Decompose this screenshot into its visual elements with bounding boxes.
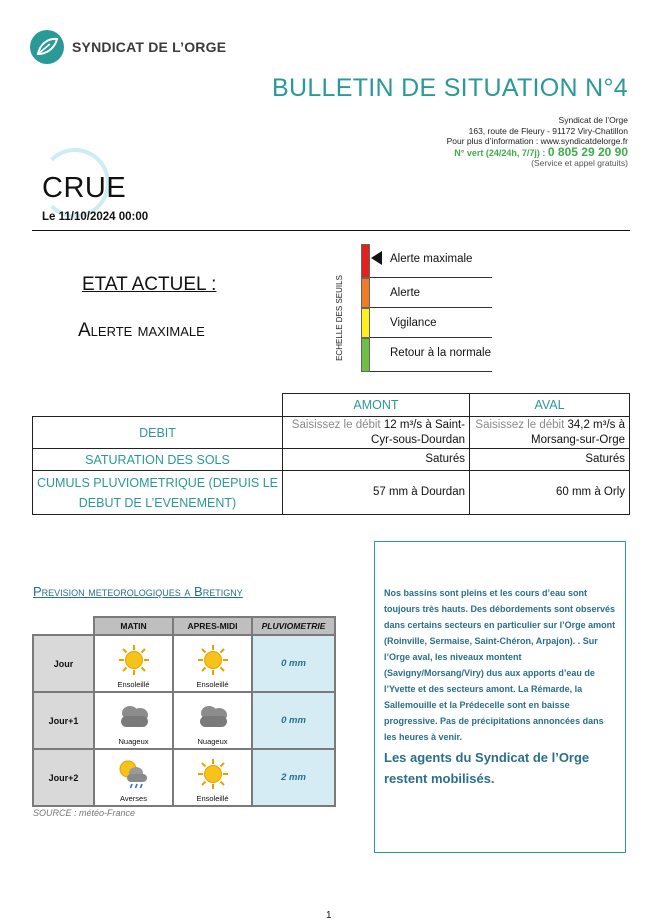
forecast-corner [33,617,94,635]
weather-cell [173,635,252,692]
scale-level-label: Alerte maximale [390,253,473,265]
page-number: 1 [326,910,332,920]
col-aval: AVAL [470,394,630,417]
weather-cell [94,635,173,692]
scale-level-label: Vigilance [390,317,437,329]
event-title: CRUE [42,172,127,204]
contact-phone-line [447,144,628,159]
header-apres-midi: APRES-MIDI [173,617,252,635]
scale-axis-label: ECHELLE DES SEUILS [335,275,344,361]
table-row [33,635,335,692]
table-row [33,471,630,515]
sun-icon [193,644,233,676]
scale-line-3 [370,371,492,372]
table-row [33,749,335,806]
day-label: Jour+2 [33,749,94,806]
weather-cell [94,749,173,806]
scale-segment-0 [361,244,370,278]
cumul-amont: 57 mm à Dourdan [283,471,470,515]
scale-segment-1 [361,278,370,308]
bulletin-title: BULLETIN DE SITUATION N°4 [272,74,628,102]
showers-icon [114,758,154,790]
leaf-icon [30,30,64,64]
day-label: Jour [33,635,94,692]
placeholder-text: Saisissez le débit [475,418,568,431]
weather-label: Nuageux [197,737,228,746]
contact-block [447,115,628,169]
header-matin: MATIN [94,617,173,635]
measurements-table [32,393,630,515]
weather-cell [94,692,173,749]
debit-aval-value: 34,2 m³/s à Morsang-sur-Orge [531,418,625,446]
debit-amont[interactable] [283,417,470,449]
day-label: Jour+1 [33,692,94,749]
table-row [33,449,630,471]
table-row [33,417,630,449]
phone-prefix: N° vert (24/24h, 7/7j) : [454,147,548,158]
debit-amont-value: 12 m³/s à Saint-Cyr-sous-Dourdan [371,418,465,446]
info-emphasis: Les agents du Syndicat de l’Orge restent mobilisés. [384,750,590,786]
forecast-table [32,616,336,807]
contact-org: Syndicat de l’Orge [558,115,628,125]
cloud-icon [193,701,233,733]
scale-line-1 [370,307,492,308]
event-date [42,211,148,223]
date-prefix: Le [42,211,59,223]
forecast-title: Prevision meteorologiques a Bretigny [33,584,243,599]
weather-label: Ensoleillé [117,680,150,689]
weather-label: Averses [120,794,147,803]
weather-cell [173,692,252,749]
scale-axis [331,262,353,374]
pluvio-value: 0 mm [252,692,335,749]
status-label: ETAT ACTUEL : [82,274,217,295]
row-label: SATURATION DES SOLS [33,449,283,471]
cloud-icon [114,701,154,733]
col-amont: AMONT [283,394,470,417]
sun-icon [114,644,154,676]
forecast-header-row [33,617,335,635]
placeholder-text: Saisissez le débit [291,418,384,431]
saturation-amont: Saturés [283,449,470,471]
status-value: Alerte maximale [78,320,205,341]
weather-cell [173,749,252,806]
debit-aval[interactable] [470,417,630,449]
scale-level-label: Alerte [390,287,421,299]
table-row [33,692,335,749]
weather-label: Nuageux [118,737,149,746]
phone-note: (Service et appel gratuits) [531,158,628,168]
logo-text: SYNDICAT DE L’ORGE [72,39,227,55]
scale-segment-3 [361,338,370,372]
sun-icon [193,758,233,790]
phone-number[interactable]: 0 805 29 20 90 [547,144,628,159]
weather-label: Ensoleillé [196,680,229,689]
contact-address: 163, route de Fleury - 91172 Viry-Chatillon [468,125,628,136]
saturation-aval: Saturés [470,449,630,471]
scale-bar [361,244,370,372]
weather-label: Ensoleillé [196,794,229,803]
info-box [374,541,626,853]
scale-line-0 [370,277,492,278]
forecast-source: SOURCE : météo-France [33,808,136,818]
pluvio-value: 2 mm [252,749,335,806]
logo [30,30,240,64]
table-header-row [33,394,630,417]
row-label: DEBIT [33,417,283,449]
row-label: CUMULS PLUVIOMETRIQUE (DEPUIS LE DEBUT DE L’EVENEMENT) [33,471,283,515]
cumul-aval: 60 mm à Orly [470,471,630,515]
pluvio-value: 0 mm [252,635,335,692]
info-text: Nos bassins sont pleins et les cours d’eau sont toujours très hauts. Des débordements sont observés dans certains secteurs en particulier sur l’Orge amont (Roinville, Sermaise, Saint-Chéron, Arpajon). . Sur l’Orge aval, les niveaux montent (Savigny/Morsang/Viry) dus aux apports d’eau de l’Yvette et des secteurs amont. La Rémarde, la Sallemouille et la Prédecelle sont en baisse progressive. Pas de précipitations annoncées dans les heures à venir. [384,588,616,742]
divider [32,230,630,231]
scale-segment-2 [361,308,370,338]
current-level-marker [371,251,382,265]
contact-info[interactable]: Pour plus d’information : www.syndicatdelorge.fr [446,136,628,146]
scale-level-label: Retour à la normale [390,347,491,359]
header-pluvio: PLUVIOMETRIE [252,617,335,635]
table-corner [33,394,283,417]
date-value: 11/10/2024 00:00 [58,211,149,223]
scale-line-2 [370,337,492,338]
